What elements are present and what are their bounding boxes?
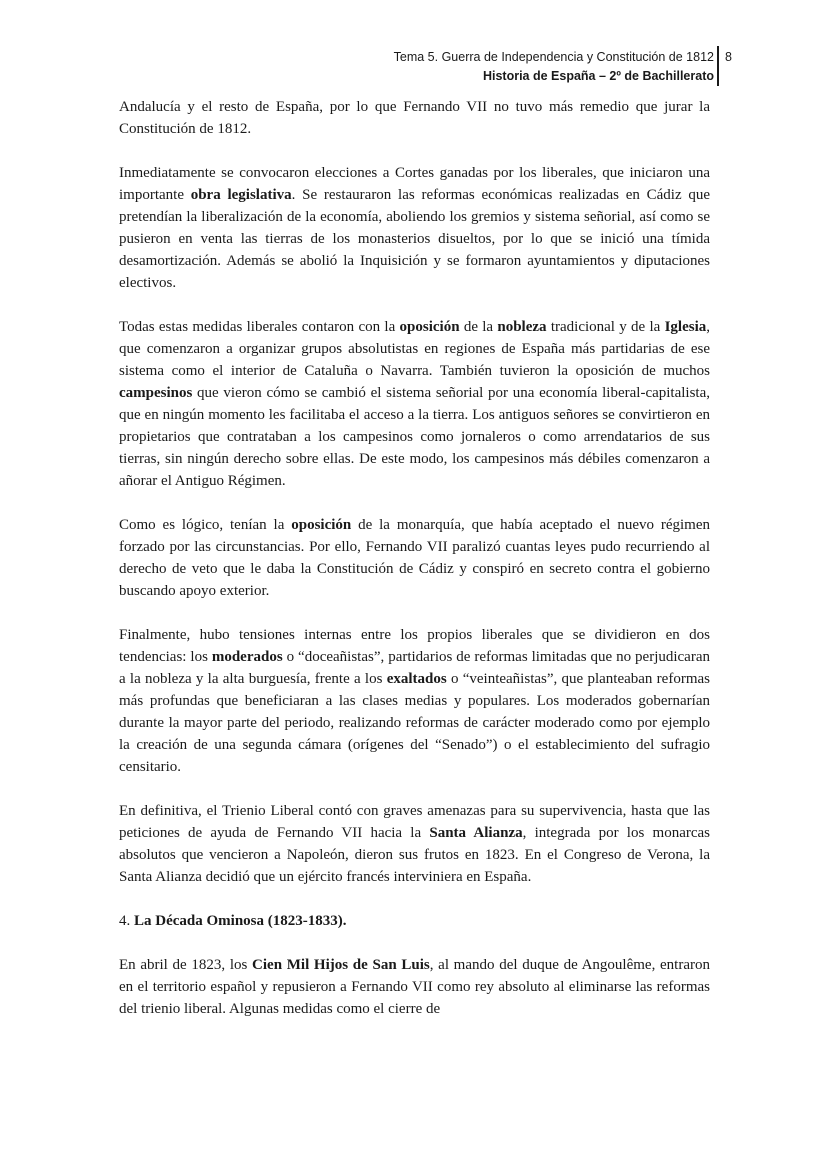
- bold-term: Iglesia: [664, 319, 707, 335]
- paragraph-3: Todas estas medidas liberales contaron con la oposición de la nobleza tradicional y de la Iglesia, que comenzaron a organizar grupos absolutistas en regiones de España más partidarias de ese sistema como el interior de Cataluña o Navarra. También tuvieron la oposición de muchos campesinos que vieron cómo se cambió el sistema señorial por una economía liberal-capitalista, que en ningún momento les facilitaba el acceso a la tierra. Los antiguos señores se convirtieron en propietarios que contrataban a los campesinos como jornaleros o como arrendatarios de sus tierras, sin ningún derecho sobre ellas. De este modo, los campesinos más débiles comenzaron a añorar el Antiguo Régimen.: [119, 319, 711, 489]
- bold-term: nobleza: [497, 319, 547, 335]
- page-number: 8: [725, 50, 732, 64]
- paragraph-1: Andalucía y el resto de España, por lo que Fernando VII no tuvo más remedio que jurar la Constitución de 1812.: [119, 99, 710, 137]
- bold-term: Cien Mil Hijos de San Luis: [252, 957, 430, 973]
- paragraph-4: Como es lógico, tenían la oposición de la monarquía, que había aceptado el nuevo régimen forzado por las circunstancias. Por ello, Fernando VII paralizó cuantas leyes pudo recurriendo al derecho de veto que le daba la Constitución de Cádiz y conspiró en secreto contra el gobierno buscando apoyo exterior.: [119, 517, 711, 599]
- paragraph-2: Inmediatamente se convocaron elecciones a Cortes ganadas por los liberales, que iniciaron una importante obra legislativa. Se restauraron las reformas económicas realizadas en Cádiz que pretendían la liberalización de la economía, aboliendo los gremios y sistema señorial, así como se pusieron en venta las tierras de los monasterios disueltos, por lo que se inició una tímida desamortización. Además se abolió la Inquisición y se formaron ayuntamientos y diputaciones electivos.: [119, 165, 710, 291]
- bold-term: Santa Alianza: [429, 825, 523, 841]
- header-divider: [717, 46, 719, 86]
- paragraph-6: En definitiva, el Trienio Liberal contó con graves amenazas para su supervivencia, hasta que las peticiones de ayuda de Fernando VII hacia la Santa Alianza, integrada por los monarcas absolutos que vencieron a Napoleón, dieron sus frutos en 1823. En el Congreso de Verona, la Santa Alianza decidió que un ejército francés interviniera en España.: [119, 803, 711, 885]
- paragraph-5: Finalmente, hubo tensiones internas entre los propios liberales que se dividieron en dos tendencias: los moderados o “doceañistas”, partidarios de reformas limitadas que no perjudicaran a la nobleza y la alta burguesía, frente a los exaltados o “veinteañistas”, que planteaban reformas más profundas que beneficiaran a las clases medias y populares. Los moderados gobernarían durante la mayor parte del periodo, realizando reformas de carácter moderado como por ejemplo la creación de una segunda cámara (orígenes del “Senado”) o el establecimiento del sufragio censitario.: [119, 627, 710, 775]
- bold-term: obra legislativa: [190, 187, 292, 203]
- section-title: La Década Ominosa (1823-1833).: [134, 913, 347, 929]
- bold-term: oposición: [399, 319, 460, 335]
- document-body: [119, 96, 710, 1042]
- bold-term: moderados: [211, 649, 283, 665]
- bold-term: campesinos: [119, 385, 193, 401]
- bold-term: oposición: [291, 517, 352, 533]
- header-subtitle: Historia de España – 2º de Bachillerato: [482, 69, 714, 83]
- section-number: 4.: [119, 913, 134, 929]
- section-heading: [119, 910, 710, 932]
- bold-term: exaltados: [386, 671, 447, 687]
- header-title: Tema 5. Guerra de Independencia y Constitución de 1812: [393, 50, 714, 64]
- paragraph-7: En abril de 1823, los Cien Mil Hijos de San Luis, al mando del duque de Angoulême, entraron en el territorio español y repusieron a Fernando VII como rey absoluto al eliminarse las reformas del trienio liberal. Algunas medidas como el cierre de: [119, 957, 710, 1017]
